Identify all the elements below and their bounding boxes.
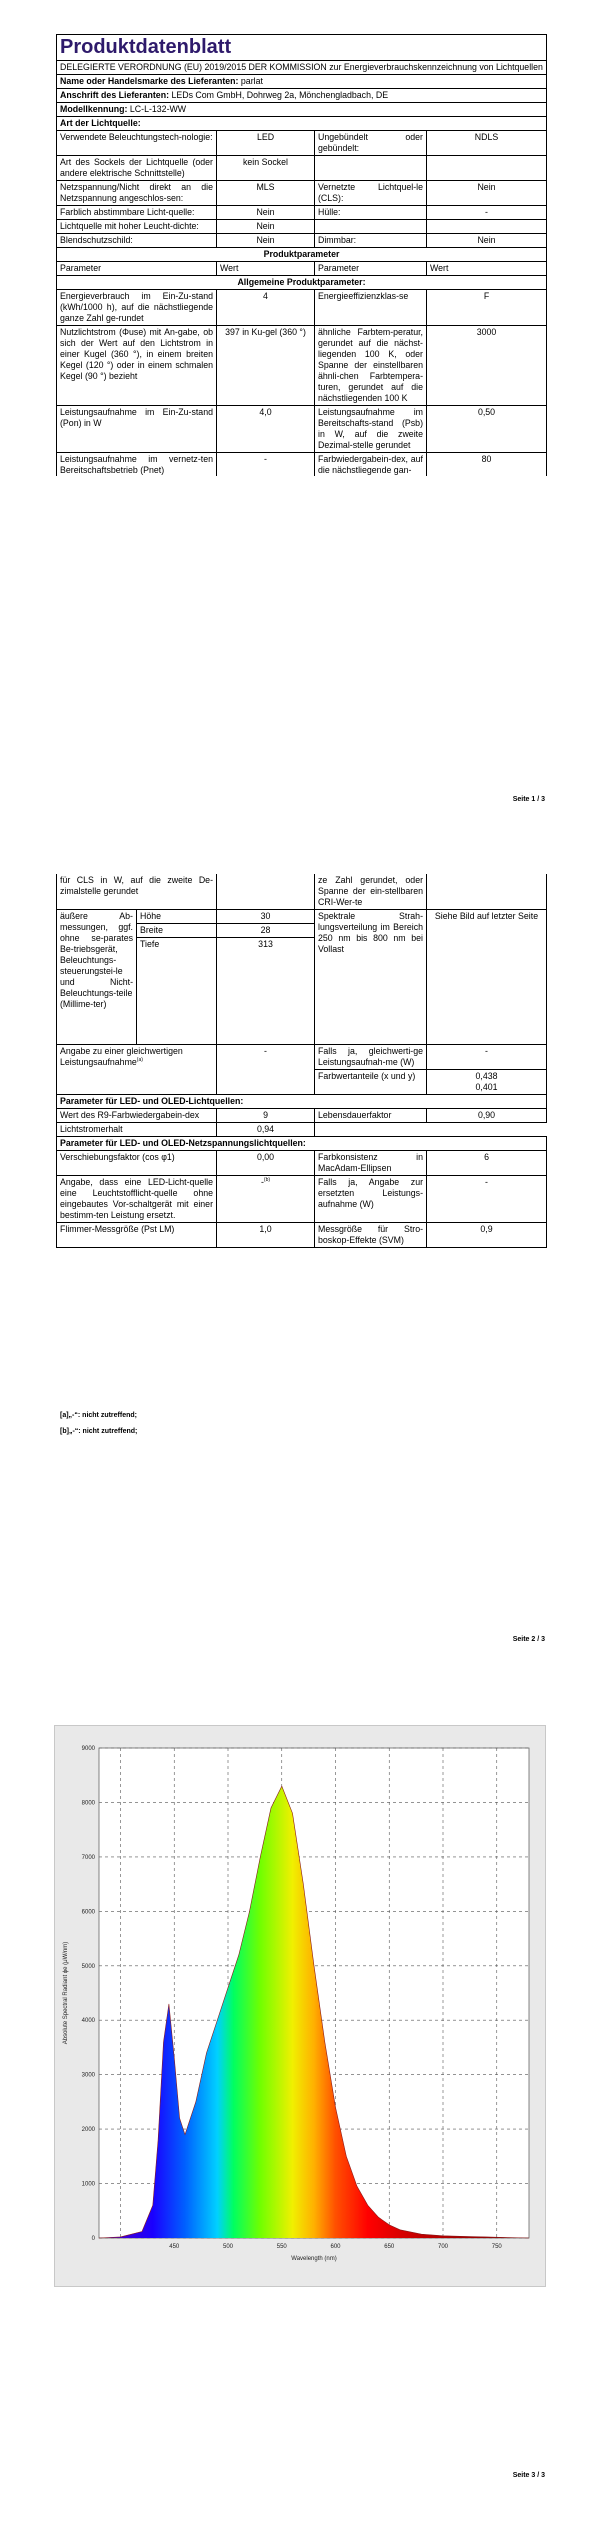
x-tick-label: 650: [384, 2244, 395, 2250]
bundled-value: NDLS: [427, 130, 547, 155]
chromaticity-y: 0,401: [475, 1081, 498, 1092]
col-header-param: Parameter: [315, 261, 427, 275]
dimensions-label: äußere Ab-messungen, ggf. ohne se-parates Be-triebsgerät, Beleuchtungs-steuerungstei-le und Nicht-Beleuchtungs-teile (Millime-ter): [57, 909, 137, 1044]
cri-label-part2: ze Zahl gerundet, oder Spanne der ein-stellbaren CRI-Wer-te: [315, 874, 427, 909]
energy-class-label: Energieeffizienzklas-se: [315, 289, 427, 325]
mains-value: MLS: [217, 180, 315, 205]
spectrum-chart-svg: [55, 1726, 545, 2286]
cct-label: ähnliche Farbtem-peratur, gerundet auf die nächst-liegenden 100 K, oder Spanne der einstellbaren ähnli-chen Farbtempera-turen, gerundet auf die nächstliegenden 100 K: [315, 325, 427, 405]
equivalent-power-w-label: Falls ja, gleichwerti-ge Leistungsaufnah-me (W): [315, 1044, 427, 1069]
model-label: Modellkennung:: [60, 103, 128, 114]
product-params-header: Produktparameter: [57, 247, 547, 261]
x-tick-label: 500: [222, 2244, 234, 2250]
y-tick-label: 2000: [81, 2127, 95, 2134]
lumen-maintenance-value: 0,94: [217, 1122, 315, 1136]
y-tick-label: 1000: [81, 2181, 95, 2188]
equivalent-power-value: -: [217, 1044, 315, 1094]
colour-consistency-value: 6: [427, 1150, 547, 1175]
footnote-b: [b]„-“: nicht zutreffend;: [60, 1428, 138, 1435]
energy-class-value: F: [427, 289, 547, 325]
empty-cell: [427, 1122, 547, 1136]
glare-label: Blendschutzschild:: [57, 233, 217, 247]
cct-value: 3000: [427, 325, 547, 405]
glare-value: Nein: [217, 233, 315, 247]
height-value: 30: [217, 909, 315, 923]
r9-label: Wert des R9-Farbwiedergabein-dex: [57, 1108, 217, 1122]
svm-value: 0,9: [427, 1222, 547, 1247]
page-number-3: Seite 3 / 3: [512, 2472, 545, 2479]
equivalent-power-label: Angabe zu einer gleichwertigen Leistungsaufnahme: [60, 1045, 183, 1067]
y-axis-label: Absolute Spectral Radiant ϕe (μW/nm): [63, 1941, 69, 2045]
displacement-factor-value: 0,00: [217, 1150, 315, 1175]
chromaticity-values: [427, 1069, 547, 1094]
spectrum-chart: [54, 1725, 546, 2287]
socket-label: Art des Sockels der Lichtquelle (oder andere elektrische Schnittstelle): [57, 155, 217, 180]
standby-power-label: Leistungsaufnahme im Bereitschafts-stand (Psb) in W, auf die zweite Dezimal-stelle gerundet: [315, 405, 427, 452]
spd-value: Siehe Bild auf letzter Seite: [427, 909, 547, 1044]
svm-label: Messgröße für Stro-boskop-Effekte (SVM): [315, 1222, 427, 1247]
energy-value: 4: [217, 289, 315, 325]
footnote-a: [a]„-“: nicht zutreffend;: [60, 1412, 137, 1419]
y-tick-label: 8000: [81, 1800, 95, 1807]
cri-label-part1: Farbwiedergabein-dex, auf die nächstliegende gan-: [315, 452, 427, 476]
x-tick-label: 600: [330, 2244, 341, 2250]
general-params-header: Allgemeine Produktparameter:: [57, 275, 547, 289]
y-tick-label: 7000: [81, 1854, 95, 1861]
colour-consistency-label: Farbkonsistenz in MacAdam-Ellipsen: [315, 1150, 427, 1175]
tunable-value: Nein: [217, 205, 315, 219]
footnote-mark-b: (b): [263, 1176, 271, 1183]
high-luminance-label: Lichtquelle mit hoher Leucht-dichte:: [57, 219, 217, 233]
replacement-label: Angabe, dass eine LED-Licht-quelle eine Leuchtstofflicht-quelle ohne eingebautes Vor-schaltgerät mit einer bestimm-ten Leistung ersetzt.: [57, 1175, 217, 1222]
r9-value: 9: [217, 1108, 315, 1122]
page-number-1: Seite 1 / 3: [512, 796, 545, 803]
col-header-param: Parameter: [57, 261, 217, 275]
survival-factor-value: 0,90: [427, 1108, 547, 1122]
page-title: Produktdatenblatt: [57, 35, 547, 61]
x-tick-label: 450: [169, 2244, 180, 2250]
mains-params-header: Parameter für LED- und OLED-Netzspannungslichtquellen:: [57, 1136, 547, 1150]
supplier-address-label: Anschrift des Lieferanten:: [60, 89, 170, 100]
y-tick-label: 3000: [81, 2072, 95, 2079]
led-params-header: Parameter für LED- und OLED-Lichtquellen:: [57, 1094, 547, 1108]
displacement-factor-label: Verschiebungsfaktor (cos φ1): [57, 1150, 217, 1175]
high-luminance-value: Nein: [217, 219, 315, 233]
replacement-power-value: -: [427, 1175, 547, 1222]
dimmable-label: Dimmbar:: [315, 233, 427, 247]
y-tick-label: 5000: [81, 1963, 95, 1970]
tunable-label: Farblich abstimmbare Licht-quelle:: [57, 205, 217, 219]
model-id: LC-L-132-WW: [129, 103, 187, 114]
page-number-2: Seite 2 / 3: [512, 1636, 545, 1643]
tech-value: LED: [217, 130, 315, 155]
regulation-text: DELEGIERTE VERORDNUNG (EU) 2019/2015 DER KOMMISSION zur Energieverbrauchskennzeichnung von Lichtquellen: [57, 61, 547, 75]
standby-power-value: 0,50: [427, 405, 547, 452]
cls-value: Nein: [427, 180, 547, 205]
survival-factor-label: Lebensdauerfaktor: [315, 1108, 427, 1122]
datasheet-part-2: [56, 874, 546, 1248]
y-tick-label: 0: [91, 2236, 95, 2242]
cls-label: Vernetzte Lichtquel-le (CLS):: [315, 180, 427, 205]
envelope-value: -: [427, 205, 547, 219]
empty-cell: [217, 874, 315, 909]
net-standby-value: -: [217, 452, 315, 476]
socket-value: kein Sockel: [217, 155, 315, 180]
supplier-name: parlat: [240, 75, 263, 86]
replacement-value: -: [260, 1176, 264, 1187]
depth-label: Tiefe: [137, 937, 217, 1044]
y-tick-label: 4000: [81, 2018, 95, 2025]
mains-label: Netzspannung/Nicht direkt an die Netzspannung angeschlos-sen:: [57, 180, 217, 205]
x-tick-label: 550: [276, 2244, 287, 2250]
supplier-address: LEDs Com GmbH, Dohrweg 2a, Mönchengladbach, DE: [171, 89, 389, 100]
envelope-label: Hülle:: [315, 205, 427, 219]
col-header-value: Wert: [217, 261, 315, 275]
flicker-value: 1,0: [217, 1222, 315, 1247]
replacement-power-label: Falls ja, Angabe zur ersetzten Leistungs-aufnahme (W): [315, 1175, 427, 1222]
x-tick-label: 750: [491, 2244, 502, 2250]
empty-cell: [315, 1122, 427, 1136]
empty-cell: [427, 874, 547, 909]
dimmable-value: Nein: [427, 233, 547, 247]
chromaticity-x: 0,438: [475, 1070, 498, 1081]
chromaticity-label: Farbwertanteile (x und y): [315, 1069, 427, 1094]
width-value: 28: [217, 923, 315, 937]
energy-label: Energieverbrauch im Ein-Zu-stand (kWh/1000 h), auf die nächstliegende ganze Zahl ge-rundet: [57, 289, 217, 325]
x-axis-label: Wavelength (nm): [291, 2256, 337, 2262]
col-header-value: Wert: [427, 261, 547, 275]
height-label: Höhe: [137, 909, 217, 923]
flux-label: Nutzlichtstrom (Φuse) mit An-gabe, ob sich der Wert auf den Lichtstrom in einer Kugel (360 °), in einem breiten Kegel (120 °) oder in einem schmalen Kegel (90 °) bezieht: [57, 325, 217, 405]
tech-label: Verwendete Beleuchtungstech-nologie:: [57, 130, 217, 155]
flux-value: 397 in Ku-gel (360 °): [217, 325, 315, 405]
net-standby-label-part1: Leistungsaufnahme im vernetz-ten Bereitschaftsbetrieb (Pnet): [57, 452, 217, 476]
spd-label: Spektrale Strah-lungsverteilung im Bereich 250 nm bis 800 nm bei Vollast: [315, 909, 427, 1044]
supplier-name-label: Name oder Handelsmarke des Lieferanten:: [60, 75, 239, 86]
light-source-type-header: Art der Lichtquelle:: [57, 116, 547, 130]
bundled-label: Ungebündelt oder gebündelt:: [315, 130, 427, 155]
cri-value: 80: [427, 452, 547, 476]
x-tick-label: 700: [437, 2244, 449, 2250]
flicker-label: Flimmer-Messgröße (Pst LM): [57, 1222, 217, 1247]
footnote-mark-a: (a): [136, 1056, 143, 1063]
lumen-maintenance-label: Lichtstromerhalt: [57, 1122, 217, 1136]
replacement-value-cell: [217, 1175, 315, 1222]
on-power-label: Leistungsaufnahme im Ein-Zu-stand (Pon) in W: [57, 405, 217, 452]
equivalent-power-label-cell: [57, 1044, 217, 1094]
depth-value: 313: [217, 937, 315, 1044]
on-power-value: 4,0: [217, 405, 315, 452]
equivalent-power-w-value: -: [427, 1044, 547, 1069]
y-tick-label: 9000: [81, 1746, 95, 1752]
net-standby-label-part2: für CLS in W, auf die zweite De-zimalstelle gerundet: [57, 874, 217, 909]
datasheet-table-2: [56, 874, 547, 1248]
y-tick-label: 6000: [81, 1909, 95, 1916]
width-label: Breite: [137, 923, 217, 937]
